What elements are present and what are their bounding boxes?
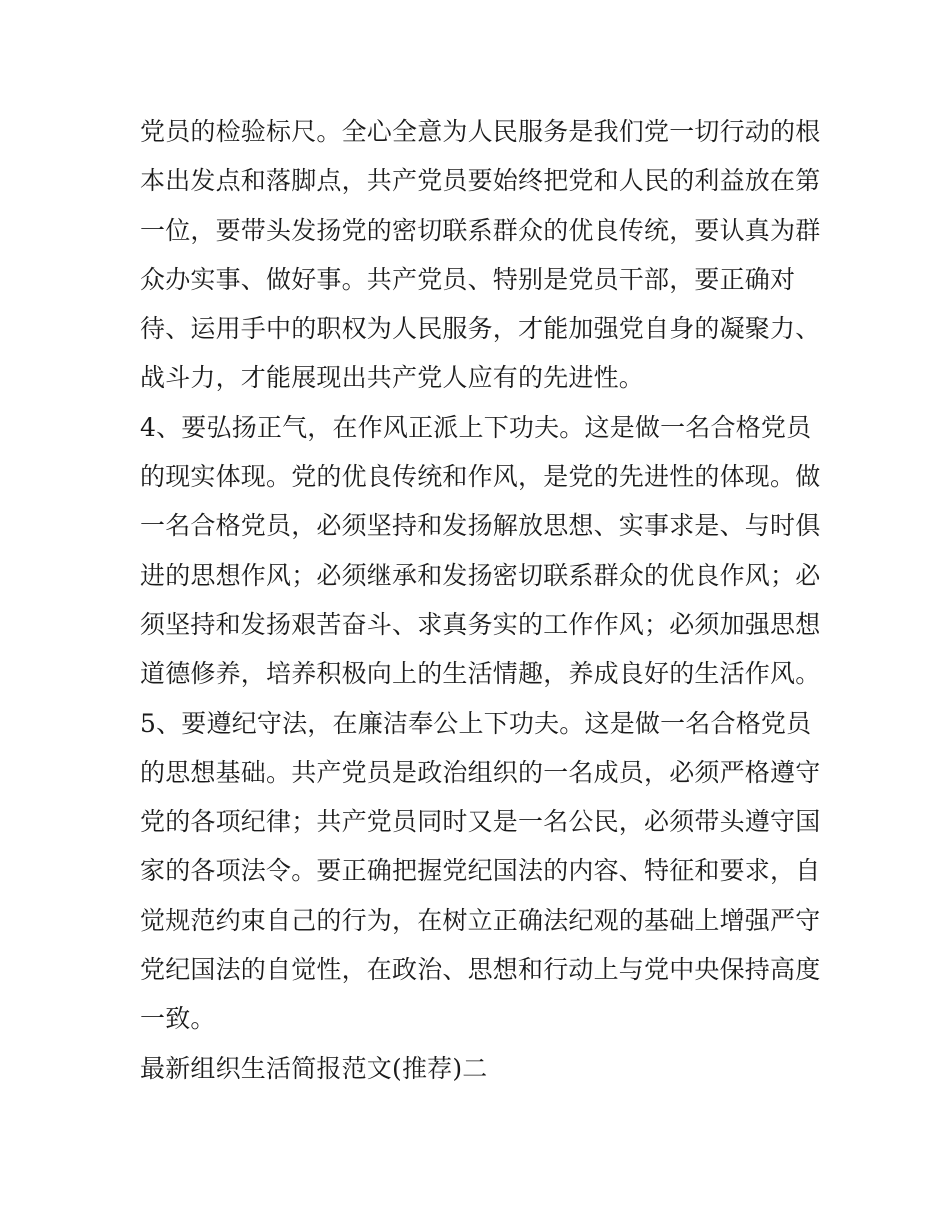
text-line: 一名合格党员，必须坚持和发扬解放思想、实事求是、与时俱 bbox=[140, 511, 821, 541]
text-line: 5、要遵纪守法，在廉洁奉公上下功夫。这是做一名合格党员 bbox=[140, 708, 812, 738]
section-title: 最新组织生活简报范文(推荐)二 bbox=[140, 1053, 488, 1083]
text-line: 4、要弘扬正气，在作风正派上下功夫。这是做一名合格党员 bbox=[140, 412, 812, 442]
text-line: 进的思想作风；必须继承和发扬密切联系群众的优良作风；必 bbox=[140, 560, 821, 590]
text-line: 待、运用手中的职权为人民服务，才能加强党自身的凝聚力、 bbox=[140, 314, 821, 344]
text-line: 战斗力，才能展现出共产党人应有的先进性。 bbox=[140, 363, 645, 393]
text-line: 觉规范约束自己的行为，在树立正确法纪观的基础上增强严守 bbox=[140, 905, 821, 935]
text-line: 一致。 bbox=[140, 1004, 216, 1034]
text-line: 众办实事、做好事。共产党员、特别是党员干部，要正确对 bbox=[140, 264, 796, 294]
text-line: 党的各项纪律；共产党员同时又是一名公民，必须带头遵守国 bbox=[140, 807, 821, 837]
text-line: 一位，要带头发扬党的密切联系群众的优良传统，要认真为群 bbox=[140, 215, 821, 245]
text-line: 须坚持和发扬艰苦奋斗、求真务实的工作作风；必须加强思想 bbox=[140, 609, 821, 639]
text-line: 的现实体现。党的优良传统和作风，是党的先进性的体现。做 bbox=[140, 462, 821, 492]
text-line: 道德修养，培养积极向上的生活情趣，养成良好的生活作风。 bbox=[140, 659, 821, 689]
text-line: 党纪国法的自觉性，在政治、思想和行动上与党中央保持高度 bbox=[140, 955, 821, 985]
text-line: 的思想基础。共产党员是政治组织的一名成员，必须严格遵守 bbox=[140, 757, 821, 787]
text-line: 党员的检验标尺。全心全意为人民服务是我们党一切行动的根 bbox=[140, 117, 821, 146]
text-line: 本出发点和落脚点，共产党员要始终把党和人民的利益放在第 bbox=[140, 166, 821, 196]
text-line: 家的各项法令。要正确把握党纪国法的内容、特征和要求，自 bbox=[140, 856, 821, 886]
document-body bbox=[140, 107, 830, 1093]
